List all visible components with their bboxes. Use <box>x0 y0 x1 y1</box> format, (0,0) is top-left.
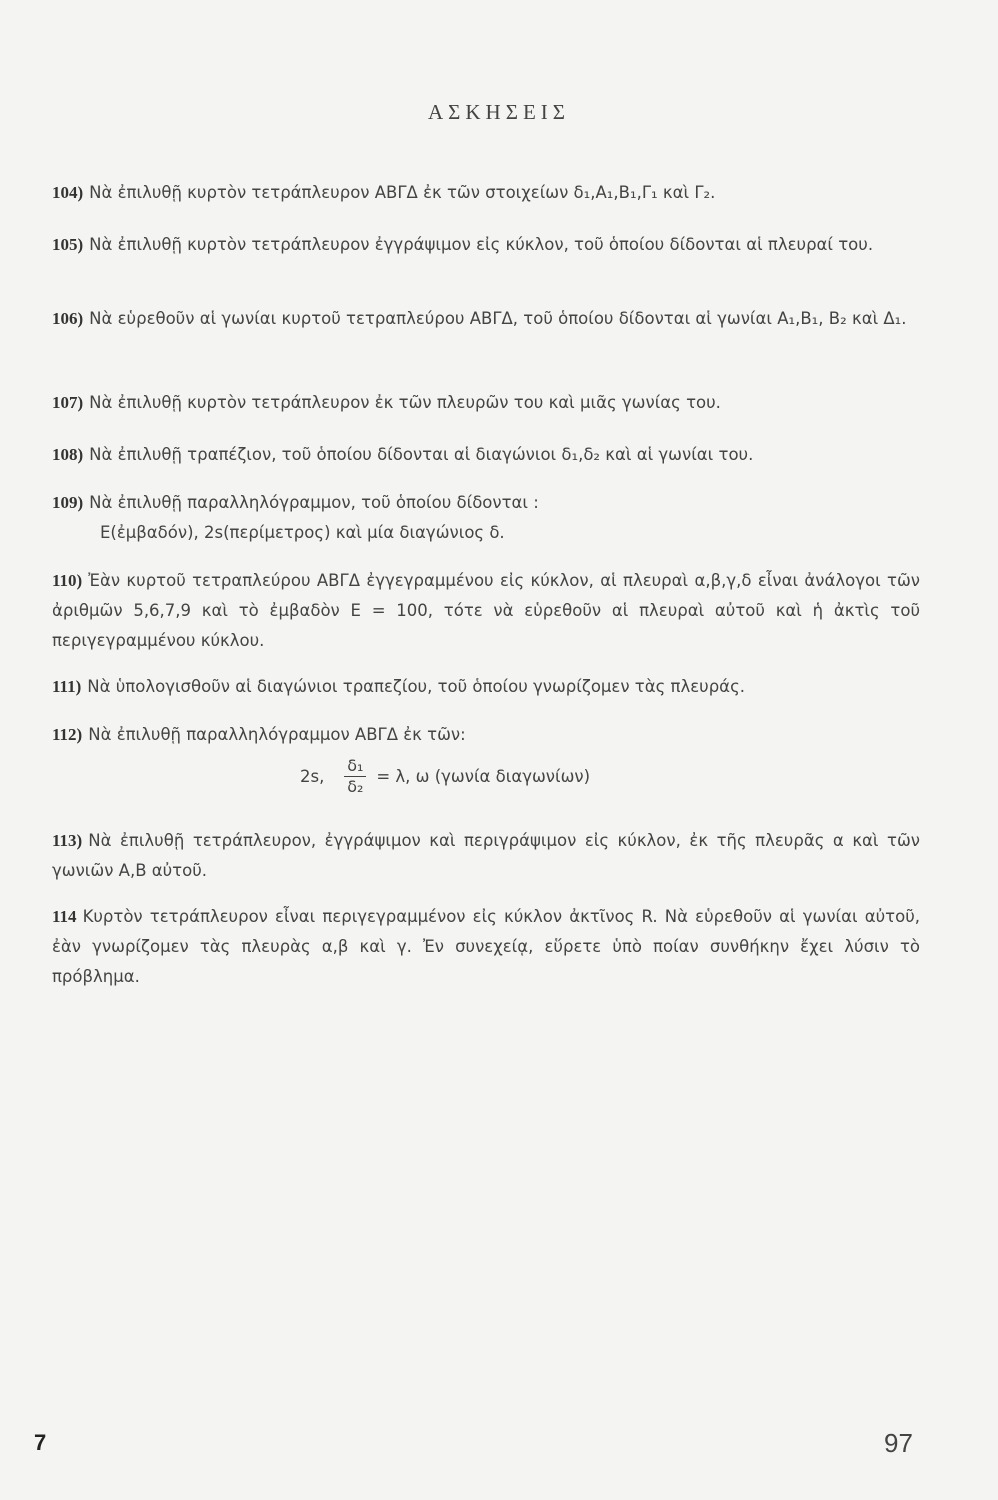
exercise-108 <box>52 440 920 470</box>
exercise-107 <box>52 388 920 418</box>
exercise-number: 112) <box>52 725 83 744</box>
fraction-denominator: δ₂ <box>347 776 364 796</box>
exercise-number: 113) <box>52 831 83 850</box>
exercise-text: Νὰ ἐπιλυθῇ παραλληλόγραμμον, τοῦ ὁποίου δίδονται : <box>89 493 539 512</box>
exercise-105 <box>52 230 920 260</box>
formula-rest: = λ, ω (γωνία διαγωνίων) <box>376 766 591 786</box>
exercise-106 <box>52 304 920 334</box>
exercise-109 <box>52 488 920 548</box>
exercise-text: Ἐὰν κυρτοῦ τετραπλεύρου ΑΒΓΔ ἐγγεγραμμένου εἰς κύκλον, αἱ πλευραὶ α,β,γ,δ εἶναι ἀνάλογοι τῶν ἀριθμῶν 5,6,7,9 καὶ τὸ ἐμβαδὸν Ε = 100, τότε νὰ εὑρεθοῦν αἱ πλευραὶ αὐτοῦ καὶ ἡ ἀκτὶς τοῦ περιγεγραμμένου κύκλου. <box>52 571 920 650</box>
exercise-number: 105) <box>52 235 84 254</box>
fraction-numerator: δ₁ <box>347 755 364 775</box>
fraction <box>344 756 366 797</box>
exercise-113 <box>52 826 920 886</box>
exercise-text: Νὰ ἐπιλυθῇ κυρτὸν τετράπλευρον ΑΒΓΔ ἐκ τῶν στοιχείων δ₁,Α₁,Β₁,Γ₁ καὶ Γ₂. <box>89 183 716 202</box>
exercise-text: Νὰ ἐπιλυθῇ παραλληλόγραμμον ΑΒΓΔ ἐκ τῶν: <box>88 725 466 744</box>
exercise-text: Νὰ εὑρεθοῦν αἱ γωνίαι κυρτοῦ τετραπλεύρου ΑΒΓΔ, τοῦ ὁποίου δίδονται αἱ γωνίαι Α₁,Β₁, Β₂ καὶ Δ₁. <box>89 309 907 328</box>
exercise-number: 109) <box>52 493 84 512</box>
exercise-number: 114 <box>52 907 77 926</box>
exercise-114 <box>52 902 920 992</box>
formula-112 <box>300 748 590 804</box>
signature-mark: 7 <box>34 1430 47 1455</box>
exercise-number: 106) <box>52 309 84 328</box>
exercise-110 <box>52 566 920 656</box>
exercise-text: Κυρτὸν τετράπλευρον εἶναι περιγεγραμμένον εἰς κύκλον ἀκτῖνος R. Νὰ εὑρεθοῦν αἱ γωνίαι αὐτοῦ, ἐὰν γνωρίζομεν τὰς πλευρὰς α,β καὶ γ. Ἐν συνεχείᾳ, εὕρετε ὑπὸ ποίαν συνθήκην ἔχει λύσιν τὸ πρόβλημα. <box>52 907 920 986</box>
formula-term: 2s, <box>300 766 325 786</box>
page-title: ΑΣΚΗΣΕΙΣ <box>428 100 570 124</box>
exercise-number: 111) <box>52 677 82 696</box>
exercise-number: 108) <box>52 445 84 464</box>
exercise-112 <box>52 720 920 750</box>
exercise-text: Νὰ ὑπολογισθοῦν αἱ διαγώνιοι τραπεζίου, τοῦ ὁποίου γνωρίζομεν τὰς πλευράς. <box>87 677 745 696</box>
exercise-number: 110) <box>52 571 83 590</box>
exercise-text: Νὰ ἐπιλυθῇ τραπέζιον, τοῦ ὁποίου δίδονται αἱ διαγώνιοι δ₁,δ₂ καὶ αἱ γωνίαι του. <box>89 445 754 464</box>
exercise-104 <box>52 178 920 208</box>
exercise-text: Νὰ ἐπιλυθῇ κυρτὸν τετράπλευρον ἐκ τῶν πλευρῶν του καὶ μιᾶς γωνίας του. <box>89 393 721 412</box>
exercise-text: Νὰ ἐπιλυθῇ τετράπλευρον, ἐγγράψιμον καὶ περιγράψιμον εἰς κύκλον, ἐκ τῆς πλευρᾶς α καὶ τῶν γωνιῶν Α,Β αὐτοῦ. <box>52 831 920 880</box>
page-number: 97 <box>884 1428 913 1458</box>
exercise-text-line2: Ε(ἐμβαδόν), 2s(περίμετρος) καὶ μία διαγώνιος δ. <box>100 523 505 542</box>
exercise-text: Νὰ ἐπιλυθῇ κυρτὸν τετράπλευρον ἐγγράψιμον εἰς κύκλον, τοῦ ὁποίου δίδονται αἱ πλευραί του. <box>89 235 874 254</box>
exercise-number: 104) <box>52 183 84 202</box>
exercise-111 <box>52 672 920 702</box>
exercise-number: 107) <box>52 393 84 412</box>
